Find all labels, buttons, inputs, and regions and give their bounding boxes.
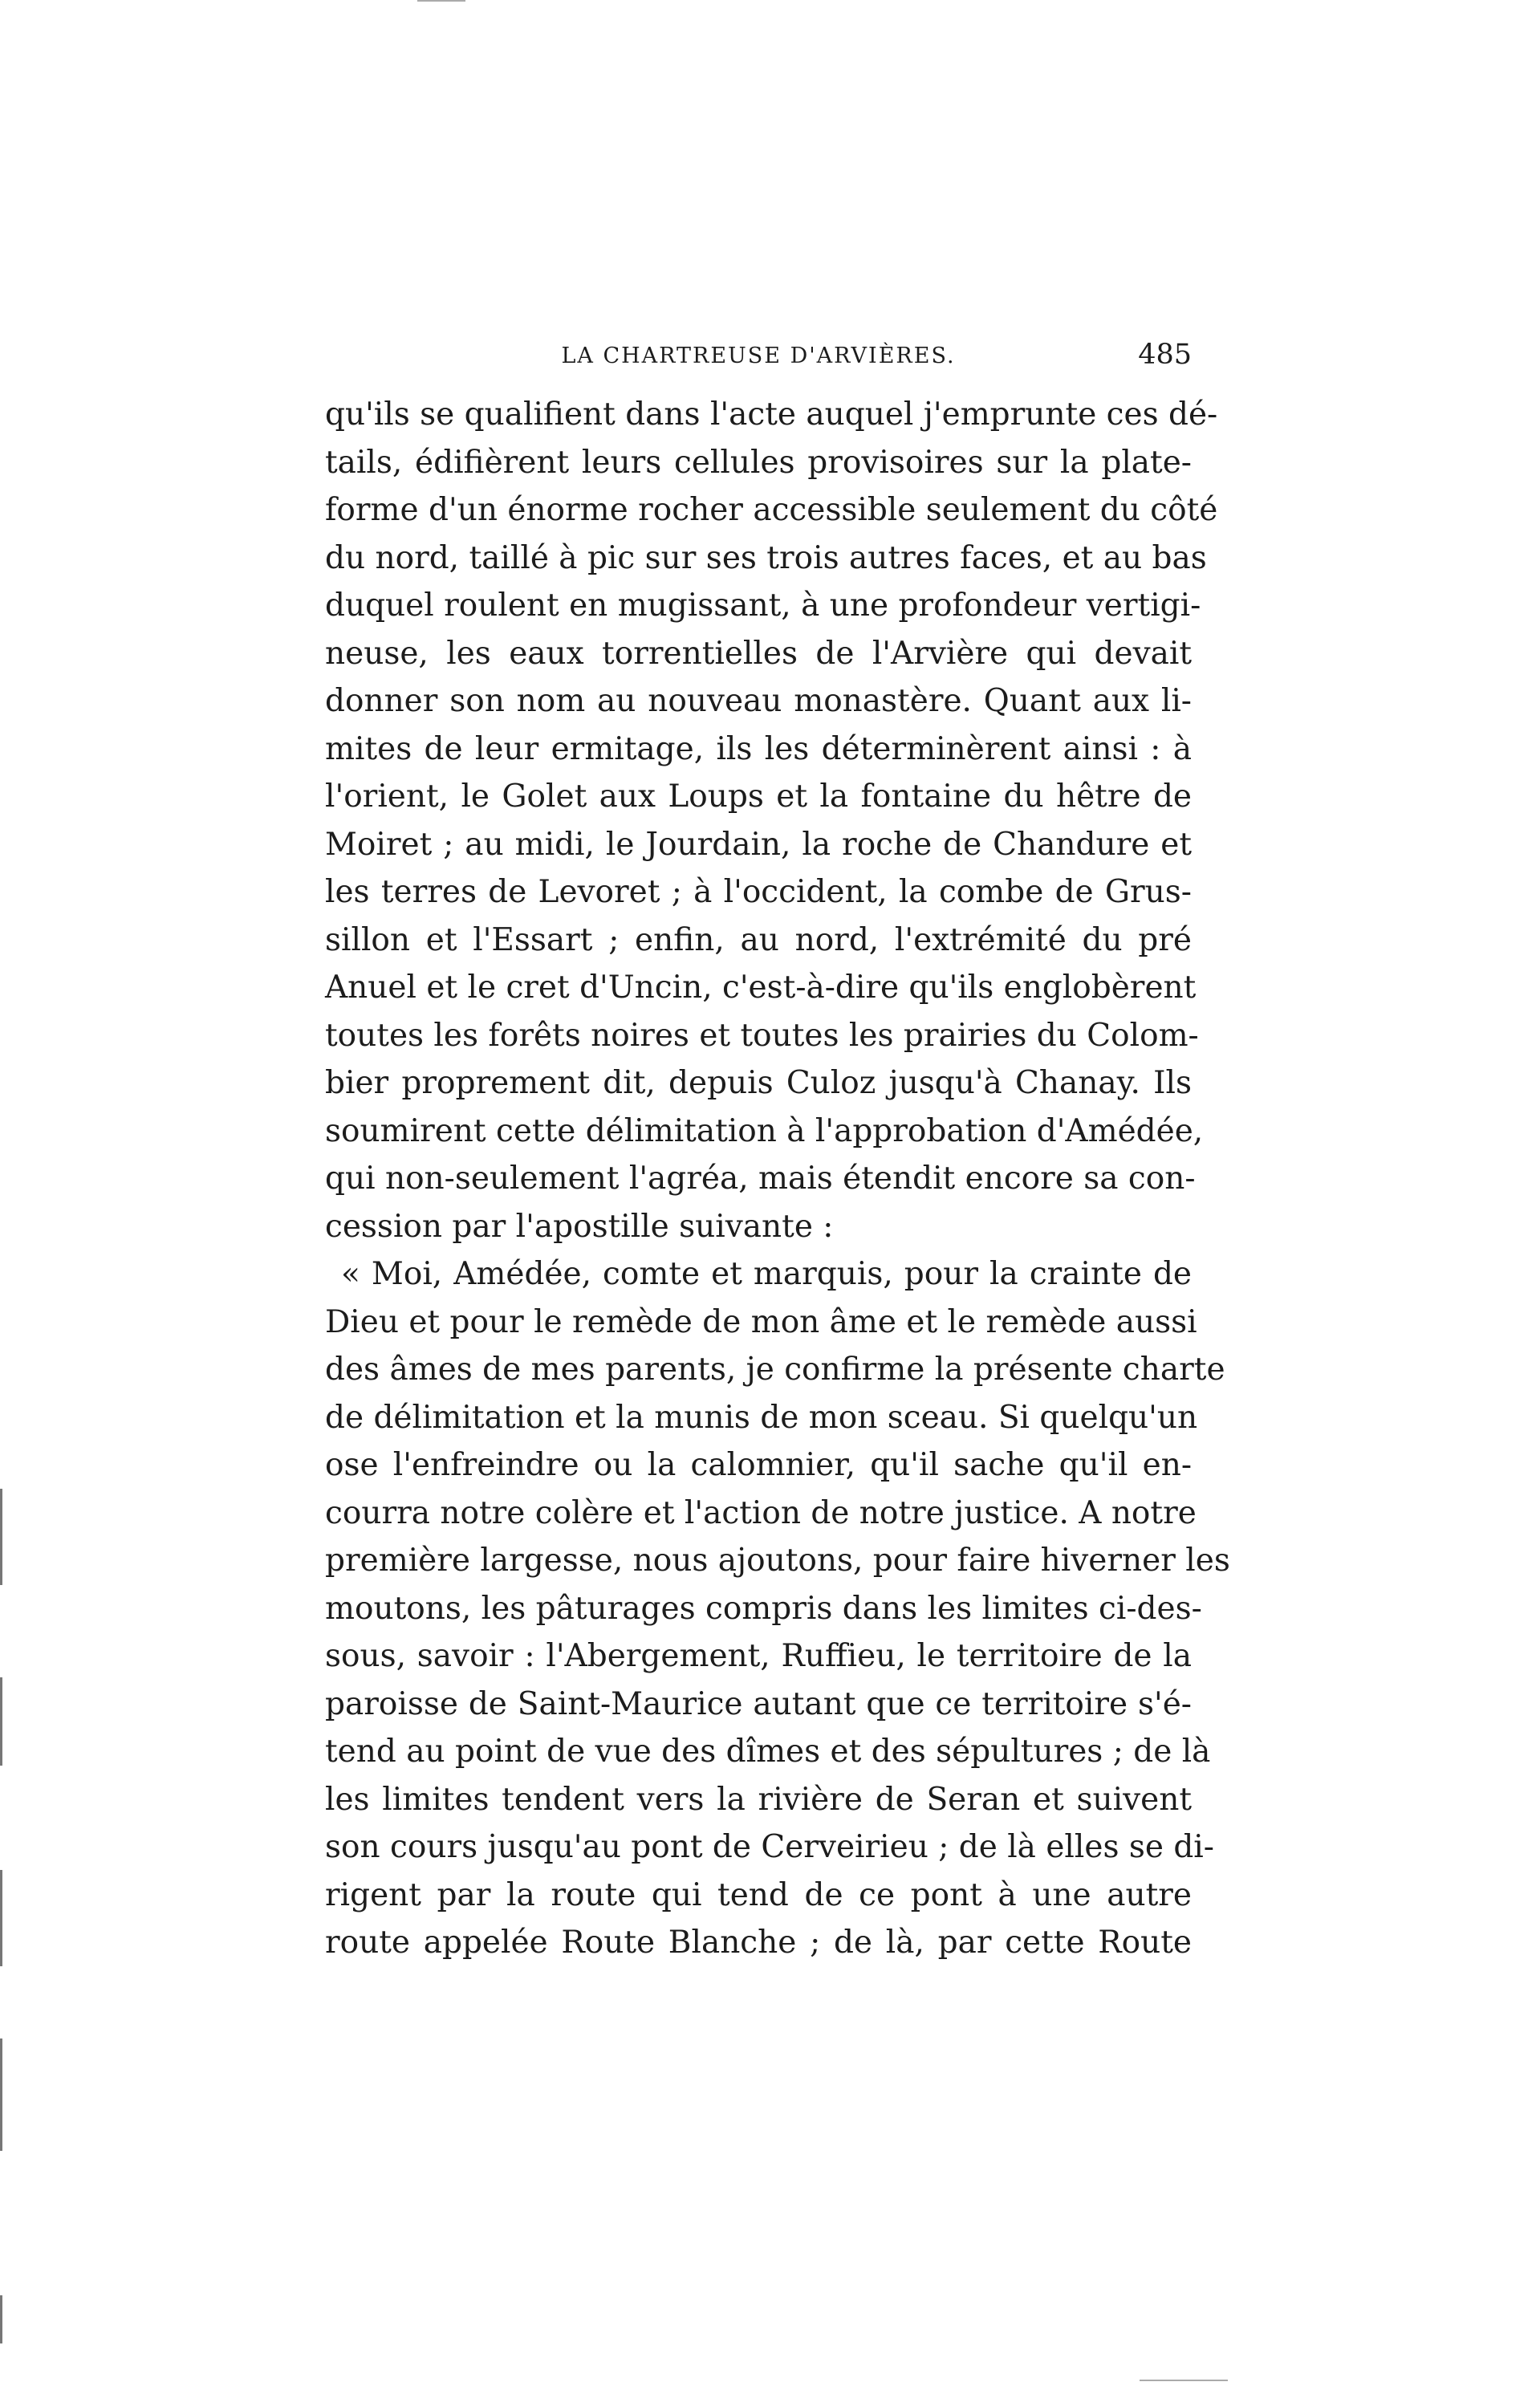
text-line: cession par l'apostille suivante : bbox=[325, 1208, 834, 1245]
text-line: duquel roulent en mugissant, à une profondeur vertigi- bbox=[325, 587, 1201, 624]
text-line: l'orient, le Golet aux Loups et la fontaine du hêtre de bbox=[325, 778, 1192, 815]
text-line: donner son nom au nouveau monastère. Quant aux li- bbox=[325, 683, 1192, 719]
text-line: Dieu et pour le remède de mon âme et le remède aussi bbox=[325, 1303, 1197, 1340]
text-line: « Moi, Amédée, comte et marquis, pour la crainte de bbox=[341, 1256, 1192, 1292]
text-line: route appelée Route Blanche ; de là, par cette Route bbox=[325, 1925, 1192, 1961]
scan-artifact bbox=[0, 2295, 2, 2343]
scan-artifact bbox=[0, 1677, 2, 1766]
text-line: Moiret ; au midi, le Jourdain, la roche de Chandure et bbox=[325, 826, 1192, 863]
text-line: sous, savoir : l'Abergement, Ruffieu, le territoire de la bbox=[325, 1638, 1192, 1674]
text-line: courra notre colère et l'action de notre justice. A notre bbox=[325, 1494, 1197, 1531]
text-line: tend au point de vue des dîmes et des sépultures ; de là bbox=[325, 1734, 1211, 1770]
scan-artifact bbox=[417, 0, 465, 2]
text-line: rigent par la route qui tend de ce pont à une autre bbox=[325, 1876, 1192, 1913]
scan-artifact bbox=[0, 1489, 2, 1585]
text-line: de délimitation et la munis de mon sceau. Si quelqu'un bbox=[325, 1399, 1198, 1436]
text-line: tails, édifièrent leurs cellules provisoires sur la plate- bbox=[325, 444, 1192, 481]
text-line: les terres de Levoret ; à l'occident, la combe de Grus- bbox=[325, 874, 1192, 910]
running-title: LA CHARTREUSE D'ARVIÈRES. bbox=[561, 343, 956, 368]
text-line: moutons, les pâturages compris dans les limites ci-des- bbox=[325, 1590, 1202, 1627]
text-line: Anuel et le cret d'Uncin, c'est-à-dire qu'ils englobèrent bbox=[325, 969, 1197, 1006]
text-line: bier proprement dit, depuis Culoz jusqu'à Chanay. Ils bbox=[325, 1065, 1192, 1101]
text-line: qu'ils se qualifient dans l'acte auquel j'emprunte ces dé- bbox=[325, 396, 1218, 433]
page-header bbox=[325, 339, 1192, 376]
text-line: les limites tendent vers la rivière de Seran et suivent bbox=[325, 1781, 1192, 1818]
text-line: soumirent cette délimitation à l'approbation d'Amédée, bbox=[325, 1112, 1204, 1149]
scan-artifact bbox=[0, 1870, 2, 1966]
text-line: toutes les forêts noires et toutes les prairies du Colom- bbox=[325, 1017, 1199, 1054]
text-line: ose l'enfreindre ou la calomnier, qu'il sache qu'il en- bbox=[325, 1447, 1192, 1483]
text-line: première largesse, nous ajoutons, pour faire hiverner les bbox=[325, 1543, 1230, 1579]
text-line: qui non-seulement l'agréa, mais étendit encore sa con- bbox=[325, 1160, 1196, 1197]
body-text bbox=[325, 391, 1230, 1967]
text-line: du nord, taillé à pic sur ses trois autres faces, et au bas bbox=[325, 539, 1207, 576]
text-line: des âmes de mes parents, je confirme la présente charte bbox=[325, 1352, 1225, 1388]
scan-artifact bbox=[1140, 2380, 1228, 2381]
text-line: sillon et l'Essart ; enfin, au nord, l'extrémité du pré bbox=[325, 921, 1192, 958]
text-line: forme d'un énorme rocher accessible seulement du côté bbox=[325, 492, 1218, 528]
scan-artifact bbox=[0, 2038, 2, 2151]
page-number: 485 bbox=[1138, 339, 1192, 371]
text-line: mites de leur ermitage, ils les déterminèrent ainsi : à bbox=[325, 730, 1192, 767]
text-line: paroisse de Saint-Maurice autant que ce territoire s'é- bbox=[325, 1685, 1192, 1722]
text-line: son cours jusqu'au pont de Cerveirieu ; de là elles se di- bbox=[325, 1829, 1214, 1865]
text-line: neuse, les eaux torrentielles de l'Arvière qui devait bbox=[325, 635, 1192, 672]
